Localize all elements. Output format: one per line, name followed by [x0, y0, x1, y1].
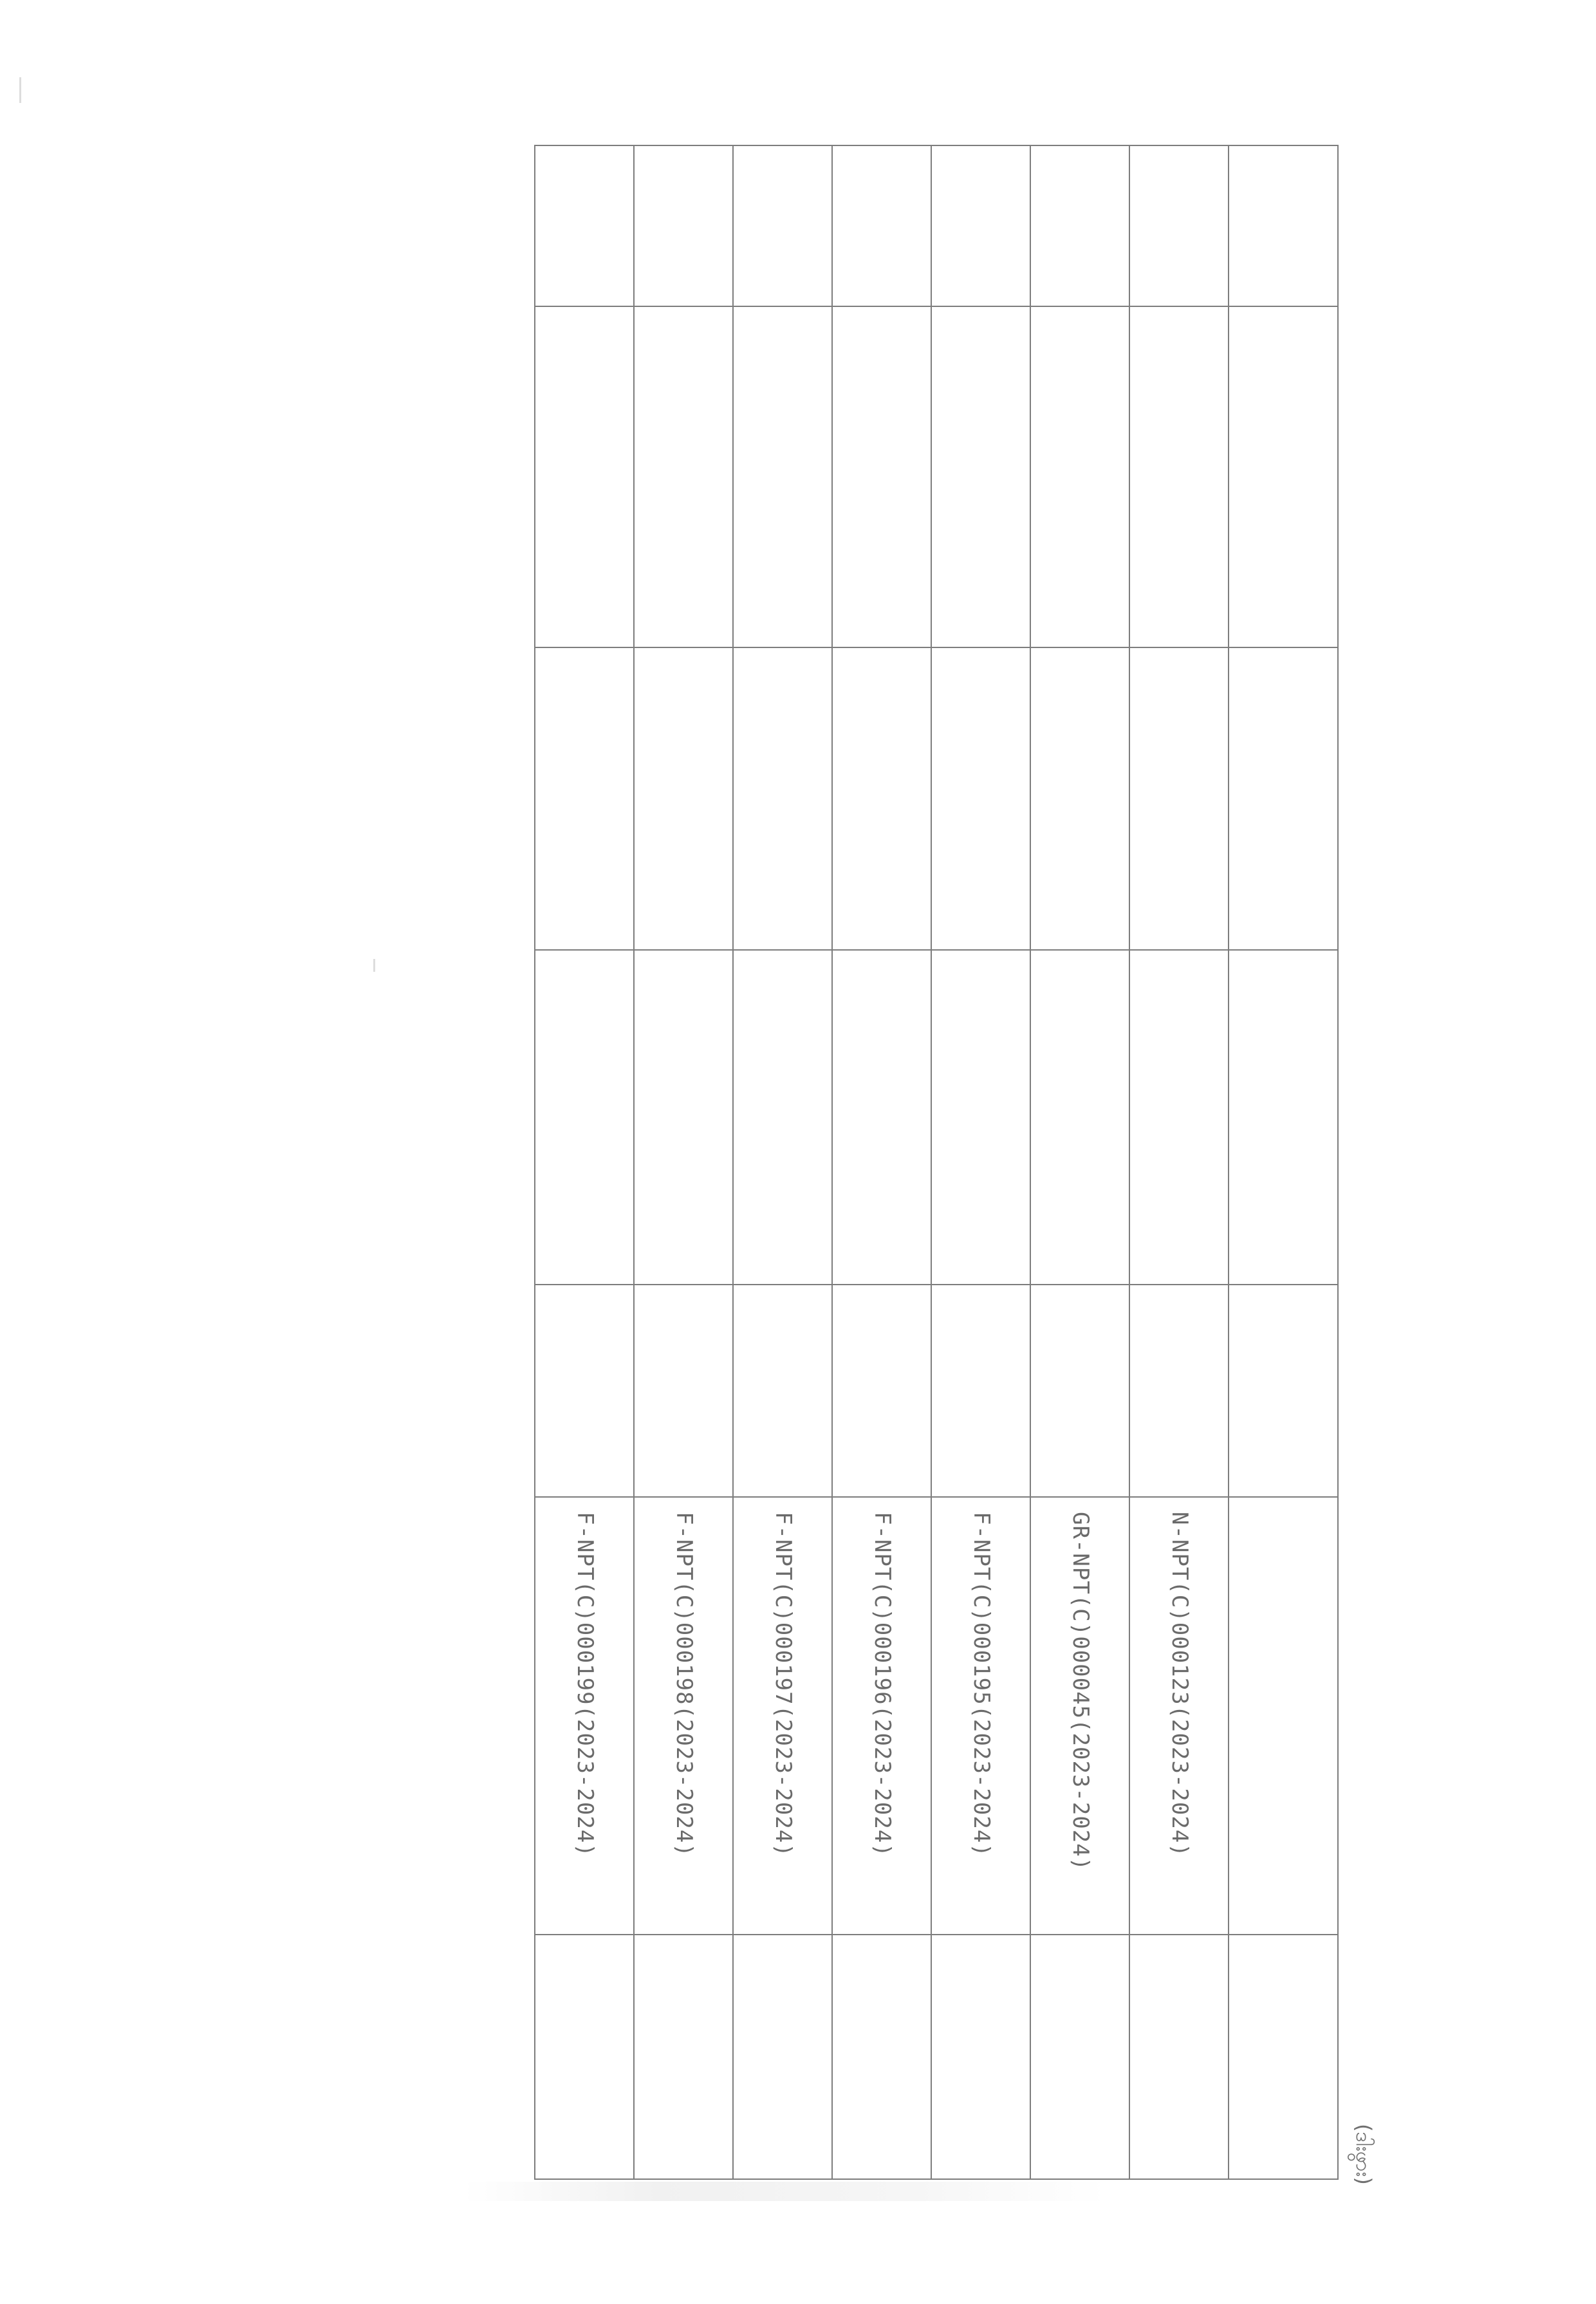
cell-status	[1129, 1935, 1229, 2179]
cell-status	[733, 1935, 832, 2179]
table-row	[733, 145, 832, 2179]
cell-address	[634, 647, 733, 950]
cell-license-no: F-NPT(C)000198(2023-2024)	[634, 1497, 733, 1935]
cell-period	[1030, 1285, 1129, 1497]
table-row	[832, 145, 931, 2179]
scan-smudge	[463, 2182, 1107, 2201]
cell-business-type	[832, 950, 931, 1285]
header-address	[1229, 647, 1338, 950]
cell-address	[832, 647, 931, 950]
cell-no	[535, 145, 634, 306]
cell-no	[931, 145, 1030, 306]
cell-license-no: N-NPT(C)000123(2023-2024)	[1129, 1497, 1229, 1935]
cell-no	[733, 145, 832, 306]
table-row	[931, 145, 1030, 2179]
cell-no	[832, 145, 931, 306]
cell-no	[1030, 145, 1129, 306]
cell-no	[1129, 145, 1229, 306]
cell-license-no: F-NPT(C)000199(2023-2024)	[535, 1497, 634, 1935]
cell-license-no: F-NPT(C)000196(2023-2024)	[832, 1497, 931, 1935]
cell-status	[535, 1935, 634, 2179]
cell-business-type	[733, 950, 832, 1285]
cell-status	[1030, 1935, 1129, 2179]
cell-owner	[1129, 306, 1229, 647]
table-row	[1030, 145, 1129, 2179]
cell-owner	[832, 306, 931, 647]
cell-owner	[535, 306, 634, 647]
cell-owner	[1030, 306, 1129, 647]
table-row	[535, 145, 634, 2179]
cell-business-type	[634, 950, 733, 1285]
cell-license-no: F-NPT(C)000197(2023-2024)	[733, 1497, 832, 1935]
table-row	[1129, 145, 1229, 2179]
cell-status	[634, 1935, 733, 2179]
side-note: (ဒါးဖွား)	[1351, 2124, 1376, 2185]
scan-margin-mark	[19, 77, 21, 103]
header-owner	[1229, 306, 1338, 647]
scan-margin-mark	[373, 959, 375, 972]
cell-address	[931, 647, 1030, 950]
cell-status	[931, 1935, 1030, 2179]
table-header-row	[1229, 145, 1338, 2179]
cell-owner	[634, 306, 733, 647]
cell-address	[1030, 647, 1129, 950]
table-row	[634, 145, 733, 2179]
cell-period	[1129, 1285, 1229, 1497]
cell-business-type	[535, 950, 634, 1285]
cell-period	[634, 1285, 733, 1497]
header-no	[1229, 145, 1338, 306]
cell-business-type	[1030, 950, 1129, 1285]
cell-address	[1129, 647, 1229, 950]
header-period	[1229, 1285, 1338, 1497]
cell-period	[931, 1285, 1030, 1497]
header-business-type	[1229, 950, 1338, 1285]
cell-owner	[733, 306, 832, 647]
cell-license-no: F-NPT(C)000195(2023-2024)	[931, 1497, 1030, 1935]
cell-period	[535, 1285, 634, 1497]
rotated-table-wrapper	[534, 145, 1339, 2179]
cell-period	[832, 1285, 931, 1497]
cell-business-type	[1129, 950, 1229, 1285]
document-title	[1355, 322, 1445, 1158]
header-status	[1229, 1935, 1338, 2179]
cell-period	[733, 1285, 832, 1497]
header-license-no	[1229, 1497, 1338, 1935]
cell-address	[535, 647, 634, 950]
cell-owner	[931, 306, 1030, 647]
cell-address	[733, 647, 832, 950]
cell-status	[832, 1935, 931, 2179]
cell-business-type	[931, 950, 1030, 1285]
cell-license-no: GR-NPT(C)000045(2023-2024)	[1030, 1497, 1129, 1935]
cell-no	[634, 145, 733, 306]
license-register-table	[534, 145, 1339, 2180]
